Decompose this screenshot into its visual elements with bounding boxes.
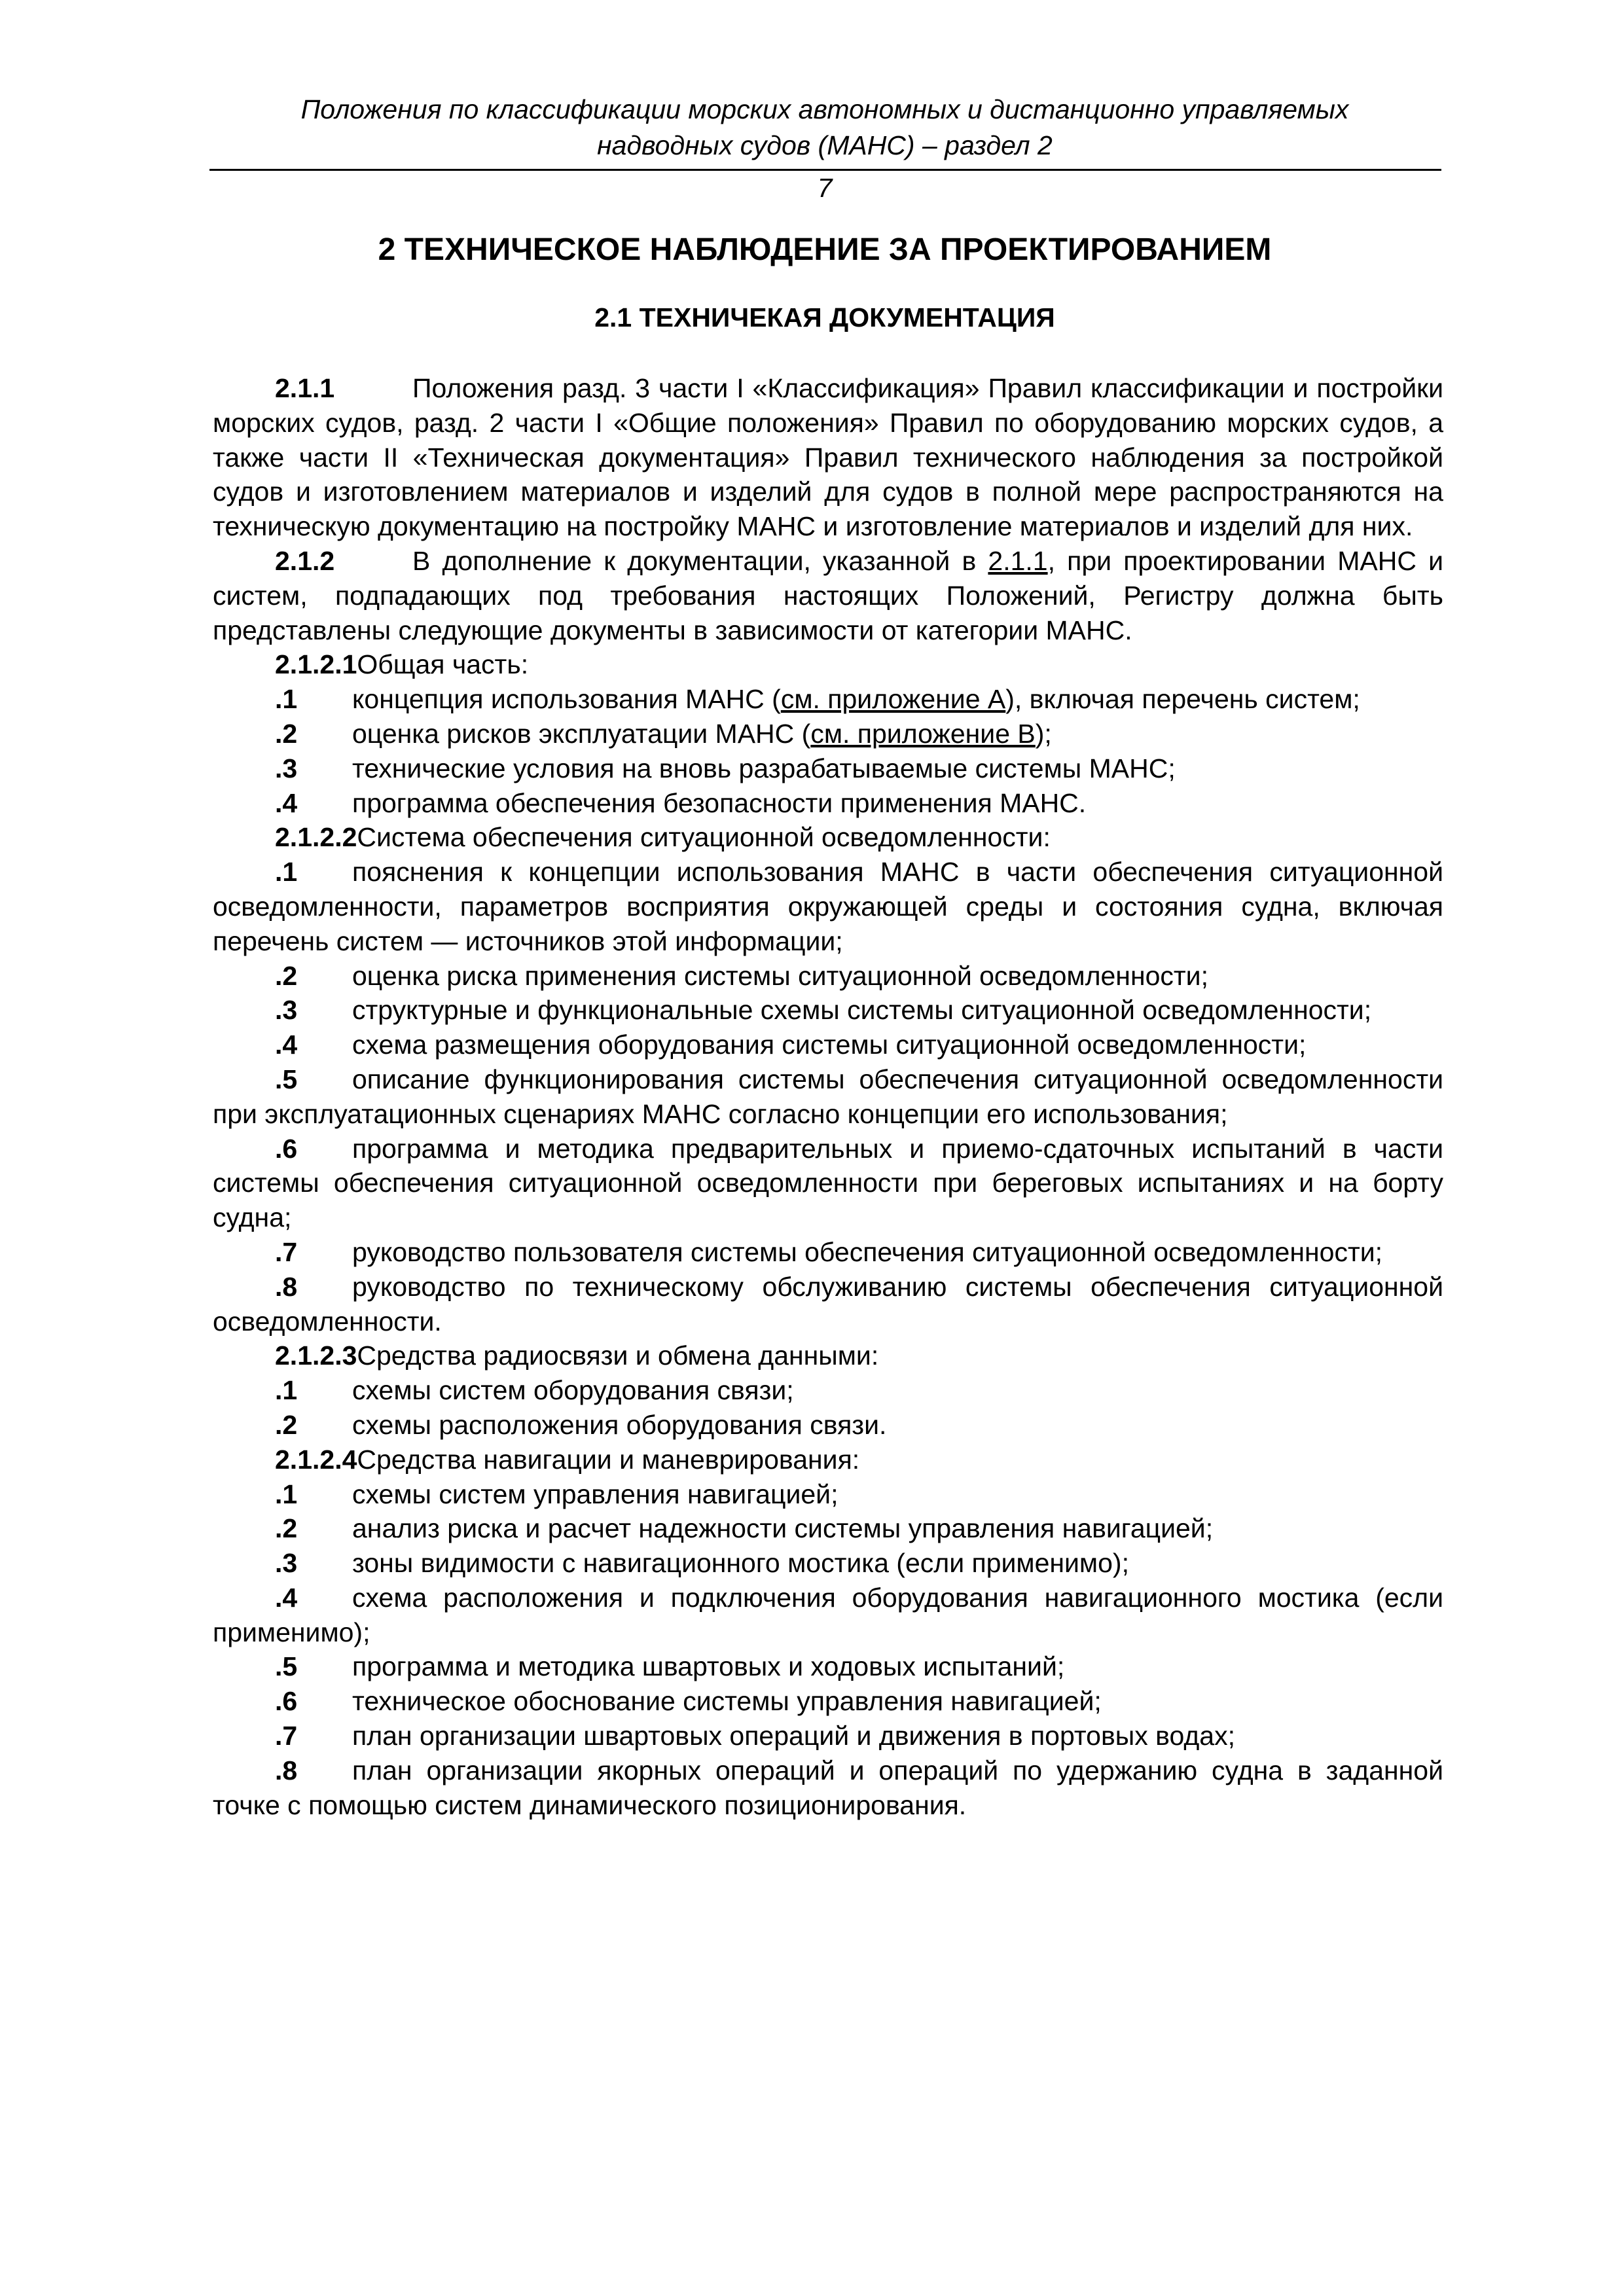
subsection-heading: Средства навигации и маневрирования:: [357, 1444, 860, 1475]
item-number: .2: [275, 718, 298, 749]
item-number: .8: [275, 1271, 298, 1302]
subsection-2-1-2-4: [213, 1443, 1443, 1477]
appendix-a-link[interactable]: см. приложение А: [780, 684, 1006, 715]
item-number: .3: [275, 753, 298, 783]
list-item: [213, 1235, 1443, 1270]
item-text: техническое обоснование системы управления навигацией;: [352, 1686, 1102, 1717]
item-number: .5: [275, 1651, 298, 1682]
document-body: [213, 371, 1443, 1822]
item-text: описание функционирования системы обеспечения ситуационной осведомленности при эксплуатационных сценариях МАНС согласно концепции его использования;: [213, 1064, 1443, 1129]
item-number: .6: [275, 1133, 298, 1164]
item-number: .4: [275, 1030, 298, 1060]
item-number: .2: [275, 960, 298, 991]
cross-reference-link[interactable]: 2.1.1: [988, 545, 1048, 576]
item-text: концепция использования МАНС (: [352, 684, 781, 715]
list-item: [213, 1649, 1443, 1684]
item-text: схемы расположения оборудования связи.: [352, 1409, 887, 1440]
list-item: [213, 1684, 1443, 1719]
list-item: [213, 1132, 1443, 1235]
item-text: схема расположения и подключения оборудования навигационного мостика (если применимо);: [213, 1582, 1443, 1647]
item-number: .8: [275, 1755, 298, 1785]
header-rule: [209, 169, 1441, 171]
item-number: .1: [275, 1479, 298, 1509]
item-text: схемы систем оборудования связи;: [352, 1375, 794, 1406]
item-number: .3: [275, 1548, 298, 1579]
item-number: .1: [275, 684, 298, 715]
list-item: [213, 786, 1443, 821]
subsection-title: 2.1 ТЕХНИЧЕКАЯ ДОКУМЕНТАЦИЯ: [594, 302, 1055, 332]
list-item: [213, 1373, 1443, 1408]
item-text: оценка риска применения системы ситуационной осведомленности;: [352, 960, 1208, 991]
paragraph-text: Положения разд. 3 части I «Классификация» Правил классификации и постройки морских судов, разд. 2 части I «Общие положения» Правил по оборудованию морских судов, а также части II «Техническая документация» Правил технического наблюдения за постройкой судов и изготовлением материалов и изделий для судов в полной мере распространяются на техническую документацию на постройку МАНС и изготовление материалов и изделий для них.: [213, 373, 1443, 542]
item-text: анализ риска и расчет надежности системы управления навигацией;: [352, 1513, 1214, 1544]
item-text: руководство пользователя системы обеспечения ситуационной осведомленности;: [352, 1236, 1383, 1267]
list-item: [213, 1753, 1443, 1823]
list-item: [213, 751, 1443, 786]
paragraph-number: 2.1.1: [275, 373, 335, 403]
item-number: .2: [275, 1513, 298, 1544]
subsection-heading: Средства радиосвязи и обмена данными:: [357, 1340, 879, 1371]
list-item: [213, 993, 1443, 1028]
subsection-2-1-2-2: [213, 820, 1443, 855]
page-number: 7: [817, 173, 833, 203]
list-item: [213, 1581, 1443, 1650]
list-item: [213, 1546, 1443, 1581]
item-number: .4: [275, 1582, 298, 1613]
list-item: [213, 717, 1443, 751]
list-item: [213, 1511, 1443, 1546]
item-number: .5: [275, 1064, 298, 1094]
item-text: пояснения к концепции использования МАНС в части обеспечения ситуационной осведомленности, параметров восприятия окружающей среды и состояния судна, включая перечень систем — источников этой информации;: [213, 857, 1443, 956]
paragraph-2-1-2: [213, 544, 1443, 647]
item-text: план организации швартовых операций и движения в портовых водах;: [352, 1721, 1235, 1751]
paragraph-2-1-1: [213, 371, 1443, 544]
subsection-number: 2.1.2.1: [275, 649, 357, 680]
subsection-heading: Общая часть:: [357, 649, 529, 680]
subsection-number: 2.1.2.4: [275, 1444, 357, 1475]
subsection-heading: Система обеспечения ситуационной осведомленности:: [357, 822, 1051, 853]
item-number: .7: [275, 1236, 298, 1267]
list-item: [213, 1270, 1443, 1339]
item-text: );: [1035, 718, 1052, 749]
item-number: .4: [275, 787, 298, 818]
subsection-2-1-2-3: [213, 1338, 1443, 1373]
subsection-number: 2.1.2.2: [275, 822, 357, 853]
item-number: .1: [275, 857, 298, 888]
subsection-2-1-2-1: [213, 647, 1443, 682]
item-text: программа и методика предварительных и приемо-сдаточных испытаний в части системы обеспечения ситуационной осведомленности при береговых испытаниях и на борту судна;: [213, 1133, 1443, 1233]
list-item: [213, 1477, 1443, 1512]
appendix-b-link[interactable]: см. приложение В: [810, 718, 1036, 749]
header-line-1: Положения по классификации морских автономных и дистанционно управляемых: [300, 94, 1349, 124]
item-text: схема размещения оборудования системы ситуационной осведомленности;: [352, 1030, 1307, 1060]
item-text: технические условия на вновь разрабатываемые системы МАНС;: [352, 753, 1176, 783]
subsection-number: 2.1.2.3: [275, 1340, 357, 1371]
item-number: .1: [275, 1375, 298, 1406]
header-line-2: надводных судов (МАНС) – раздел 2: [597, 130, 1053, 160]
list-item: [213, 855, 1443, 958]
list-item: [213, 1028, 1443, 1062]
item-text: план организации якорных операций и операций по удержанию судна в заданной точке с помощью систем динамического позиционирования.: [213, 1755, 1443, 1820]
item-text: ), включая перечень систем;: [1005, 684, 1360, 715]
item-text: руководство по техническому обслуживанию системы обеспечения ситуационной осведомленности.: [213, 1271, 1443, 1336]
item-text: зоны видимости с навигационного мостика (если применимо);: [352, 1548, 1129, 1579]
paragraph-text: В дополнение к документации, указанной в: [412, 545, 988, 576]
list-item: [213, 959, 1443, 994]
item-number: .7: [275, 1721, 298, 1751]
list-item: [213, 1062, 1443, 1132]
list-item: [213, 1408, 1443, 1443]
item-number: .2: [275, 1409, 298, 1440]
item-number: .3: [275, 995, 298, 1026]
item-text: программа обеспечения безопасности применения МАНС.: [352, 787, 1087, 818]
item-text: структурные и функциональные схемы системы ситуационной осведомленности;: [352, 995, 1372, 1026]
running-header: [209, 92, 1440, 164]
paragraph-number: 2.1.2: [275, 545, 335, 576]
list-item: [213, 682, 1443, 717]
item-number: .6: [275, 1686, 298, 1717]
section-title: 2 ТЕХНИЧЕСКОЕ НАБЛЮДЕНИЕ ЗА ПРОЕКТИРОВАНИЕМ: [378, 232, 1272, 267]
paragraph-text: , при проектировании МАНС и систем, подпадающих под требования настоящих Положений, Регистру должна быть представлены следующие документы в зависимости от категории МАНС.: [213, 545, 1444, 645]
item-text: программа и методика швартовых и ходовых испытаний;: [352, 1651, 1065, 1682]
item-text: схемы систем управления навигацией;: [352, 1479, 839, 1509]
list-item: [213, 1719, 1443, 1753]
item-text: оценка рисков эксплуатации МАНС (: [352, 718, 811, 749]
